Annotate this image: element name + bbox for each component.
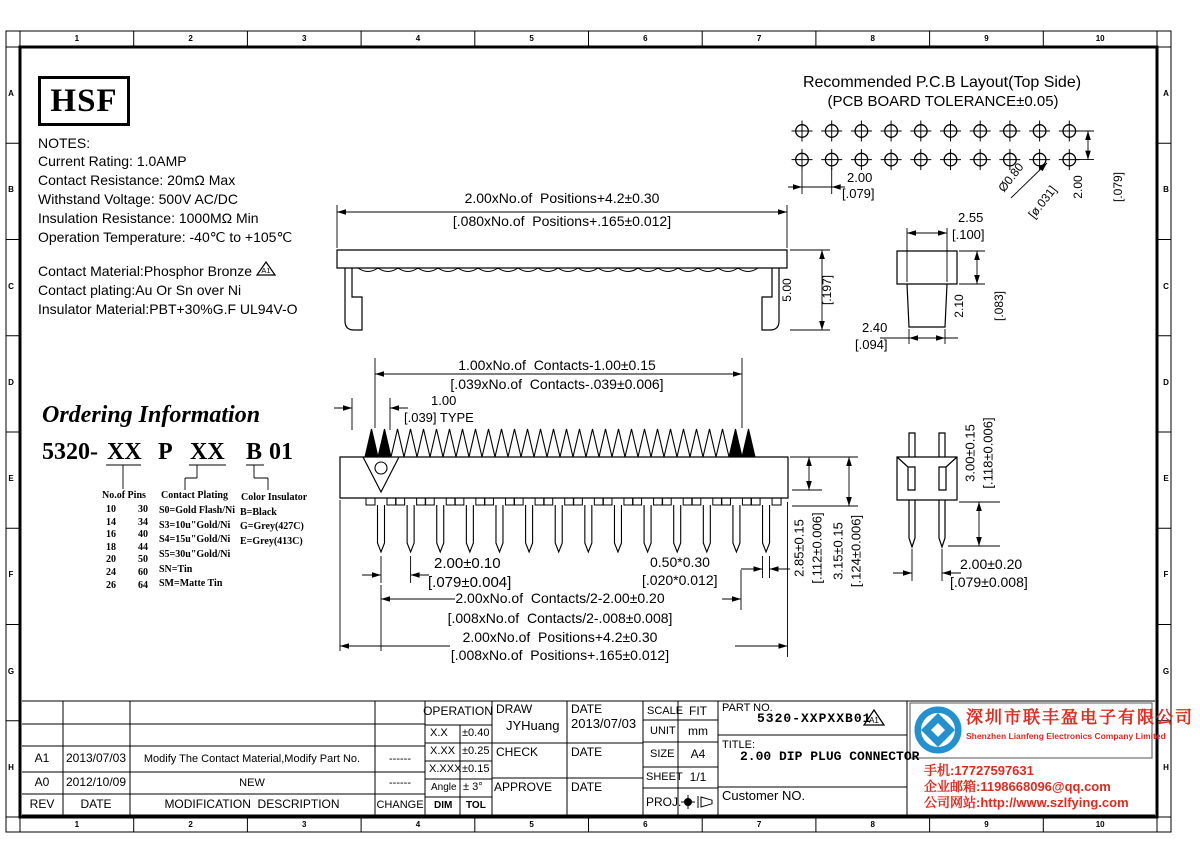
pins-row: 24 60 bbox=[106, 566, 148, 578]
notch bbox=[387, 498, 396, 505]
ruler-letter: F bbox=[8, 570, 14, 580]
polygon bbox=[846, 497, 852, 506]
dim-bodyh2-mm: 3.15±0.15 bbox=[830, 522, 846, 580]
polygon bbox=[819, 250, 825, 259]
ruler-letter: D bbox=[8, 377, 14, 387]
tol-val: TOL bbox=[466, 800, 486, 811]
polygon bbox=[378, 429, 391, 457]
polygon bbox=[390, 405, 399, 411]
polygon bbox=[729, 429, 742, 457]
notch bbox=[662, 498, 671, 505]
polygon bbox=[337, 209, 346, 215]
ruler-number: 5 bbox=[529, 820, 534, 829]
tol-val: ±0.25 bbox=[462, 745, 490, 757]
ruler-letter: D bbox=[1163, 377, 1169, 387]
notch bbox=[455, 498, 464, 505]
sheet-scale-value: FIT bbox=[689, 704, 707, 718]
polygon bbox=[846, 457, 852, 466]
polygon bbox=[974, 251, 980, 260]
polygon bbox=[372, 572, 381, 578]
dim-contacts-span-mm: 1.00xNo.of Contacts-1.00±0.15 bbox=[458, 357, 656, 373]
notch bbox=[654, 498, 663, 505]
customer-no-label: Customer NO. bbox=[722, 788, 806, 803]
ruler-number: 10 bbox=[1095, 820, 1105, 829]
path bbox=[437, 505, 444, 552]
pins-row: 14 34 bbox=[106, 516, 148, 528]
company-name-cn: 深圳市联丰盈电子有限公司 bbox=[966, 708, 1194, 727]
path bbox=[733, 505, 740, 552]
polygon bbox=[936, 335, 945, 341]
ruler-number: 6 bbox=[643, 820, 648, 829]
notch bbox=[565, 498, 574, 505]
notch bbox=[772, 498, 781, 505]
tol-dim: DIM bbox=[434, 800, 453, 811]
dim-pinlen-in: [.118±0.006] bbox=[980, 417, 996, 489]
ordering-series: 5320- bbox=[42, 439, 98, 465]
dim-latch-botwidth-mm: 2.40 bbox=[862, 320, 888, 335]
part-title-label: TITLE: bbox=[722, 739, 756, 751]
dim-latch-botwidth-in: [.094] bbox=[855, 337, 888, 352]
tol-dim: X.XX bbox=[430, 745, 456, 757]
dim-pcb-hole-in: [ø.031] bbox=[1025, 183, 1060, 222]
notch bbox=[446, 498, 455, 505]
dim-bodyh1-mm: 2.85±0.15 bbox=[791, 519, 807, 577]
notes-title: NOTES: bbox=[38, 135, 91, 151]
ruler-number: 9 bbox=[984, 34, 989, 43]
dim-pcb-row-in: [.079] bbox=[1111, 171, 1126, 203]
company-name-en: Shenzhen Lianfeng Electronics Company Limited bbox=[966, 731, 1166, 741]
polygon bbox=[806, 457, 812, 466]
plating-row: SN=Tin bbox=[159, 563, 193, 575]
part-title-value: 2.00 DIP PLUG CONNECTOR bbox=[740, 749, 920, 764]
pins-row: 10 30 bbox=[106, 504, 148, 515]
ruler-letter: C bbox=[1163, 281, 1169, 291]
path bbox=[585, 505, 592, 552]
color-row: G=Grey(427C) bbox=[240, 521, 304, 533]
component-outlines bbox=[337, 250, 957, 547]
plating-row: S5=30u"Gold/Ni bbox=[159, 549, 231, 561]
path bbox=[466, 505, 473, 552]
dim-contacts-half-mm: 2.00xNo.of Contacts/2-2.00±0.20 bbox=[455, 590, 665, 606]
sheet-size-label: SIZE bbox=[650, 748, 675, 760]
notch bbox=[425, 498, 434, 505]
path bbox=[407, 505, 414, 552]
plating-row: S4=15u"Gold/Ni bbox=[159, 534, 231, 546]
ordering-color-list bbox=[240, 507, 304, 550]
plating-row: S0=Gold Flash/Ni bbox=[159, 505, 235, 516]
ruler-letter: H bbox=[1163, 762, 1169, 772]
pin-one-marker-circle bbox=[375, 462, 387, 474]
ordering-field-type: P bbox=[158, 439, 173, 465]
ruler-number: 7 bbox=[756, 820, 762, 829]
dim-latch-height bbox=[926, 291, 1020, 321]
notch bbox=[624, 498, 633, 505]
polygon bbox=[832, 184, 841, 190]
polygon bbox=[381, 596, 390, 602]
company-phone: 手机:17727597631 bbox=[924, 763, 1034, 778]
rev-row-change: ------ bbox=[389, 753, 411, 765]
revision-triangle-icon bbox=[256, 261, 276, 277]
notch bbox=[692, 498, 701, 505]
third-angle-projection-icon bbox=[681, 794, 715, 810]
company-email: 企业邮箱:1198668096@qq.com bbox=[924, 779, 1111, 794]
rev-header-date: DATE bbox=[80, 797, 112, 811]
polygon bbox=[779, 643, 788, 649]
rev-row-date: 2013/07/03 bbox=[65, 751, 127, 765]
ruler-number: 10 bbox=[1095, 34, 1105, 43]
company-website: 公司网站:http://www.szlfying.com bbox=[924, 795, 1129, 810]
ruler-number: 2 bbox=[188, 820, 193, 829]
polygon bbox=[340, 643, 349, 649]
notch bbox=[544, 498, 553, 505]
revision-triangle-label: A1 bbox=[261, 266, 271, 275]
tol-dim: X.X bbox=[430, 727, 448, 739]
dim-pitch-in: [.039] TYPE bbox=[404, 410, 474, 425]
ordering-pins-list bbox=[106, 504, 148, 592]
polygon bbox=[819, 321, 825, 330]
color-row: E=Grey(413C) bbox=[240, 535, 303, 547]
ruler-letter: B bbox=[8, 185, 14, 195]
revision-triangle-icon bbox=[863, 709, 885, 727]
notch bbox=[573, 498, 582, 505]
path bbox=[763, 505, 770, 552]
dim-pinspan-mm: 2.00±0.20 bbox=[960, 556, 1023, 572]
notch bbox=[633, 498, 642, 505]
signoff-draw-label: DRAW bbox=[496, 702, 533, 716]
polygon bbox=[976, 502, 982, 511]
dim-bodyh2-in: [.124±0.006] bbox=[848, 514, 864, 588]
part-no-value: 5320-XXPXXB01 bbox=[757, 711, 872, 726]
tol-val: ±0.15 bbox=[462, 763, 490, 775]
polygon bbox=[411, 572, 420, 578]
notch bbox=[535, 498, 544, 505]
ordering-title: Ordering Information bbox=[42, 402, 261, 428]
ordering-plating-header: Contact Plating bbox=[161, 490, 228, 501]
notch bbox=[742, 498, 751, 505]
dim-pcb-pitch-in: [.079] bbox=[842, 186, 875, 201]
sheet-scale-label: SCALE bbox=[647, 705, 684, 717]
ruler-letter: G bbox=[1162, 666, 1170, 676]
sheet-proj-label: PROJ. bbox=[646, 795, 682, 809]
notch bbox=[683, 498, 692, 505]
ruler-number: 5 bbox=[529, 34, 534, 43]
hsf-logo-text: HSF bbox=[50, 82, 118, 119]
notch bbox=[484, 498, 493, 505]
pins-row: 26 64 bbox=[106, 579, 148, 591]
polygon bbox=[903, 570, 912, 576]
dim-contacts-half-in: [.008xNo.of Contacts/2-.008±0.008] bbox=[447, 610, 673, 626]
ruler-letter: A bbox=[8, 89, 14, 99]
path bbox=[496, 505, 503, 552]
notes-material-line: Insulator Material:PBT+30%G.F UL94V-O bbox=[38, 301, 298, 317]
signoff-draw-date: 2013/07/03 bbox=[571, 716, 637, 731]
ruler-number: 8 bbox=[870, 820, 875, 829]
dim-pinsize-in: [.020*0.012] bbox=[642, 572, 718, 588]
notch bbox=[713, 498, 722, 505]
sheet-unit-label: UNIT bbox=[650, 725, 676, 737]
ruler-letter: H bbox=[8, 762, 14, 772]
polygon bbox=[976, 537, 982, 546]
dim-pinpitch-mm: 2.00±0.10 bbox=[434, 555, 501, 572]
dim-topview-width-in: [.080xNo.of Positions+.165±0.012] bbox=[452, 213, 672, 229]
dim-latch-height-mm: 2.10 bbox=[951, 294, 966, 318]
dim-latch-topwidth-mm: 2.55 bbox=[958, 210, 984, 225]
ruler-number: 9 bbox=[984, 820, 989, 829]
ruler-number: 1 bbox=[74, 34, 80, 43]
polygon bbox=[1085, 131, 1091, 140]
rev-header-change: CHANGE bbox=[376, 799, 424, 811]
dim-positions-in: [.008xNo.of Positions+.165±0.012] bbox=[450, 647, 670, 663]
notes-material-line: Contact Material:Phosphor Bronze bbox=[38, 263, 252, 279]
ruler-letter: F bbox=[1163, 570, 1169, 580]
sheet-unit-value: mm bbox=[688, 724, 708, 738]
dim-pinsize-mm: 0.50*0.30 bbox=[650, 554, 710, 570]
dim-latch-topwidth-in: [.100] bbox=[952, 227, 985, 242]
signoff-date-label: DATE bbox=[571, 702, 603, 716]
polygon bbox=[974, 275, 980, 284]
rev-header-rev: REV bbox=[29, 797, 55, 811]
ruler-letter: A bbox=[1163, 89, 1169, 99]
path bbox=[358, 268, 758, 272]
ruler-number: 3 bbox=[302, 34, 307, 43]
pcb-layout-subtitle: (PCB BOARD TOLERANCE±0.05) bbox=[827, 93, 1059, 110]
path bbox=[378, 505, 385, 552]
path bbox=[614, 505, 621, 552]
dim-pinlen-mm: 3.00±0.15 bbox=[962, 424, 978, 482]
rev-row-desc: Modify The Contact Material,Modify Part No. bbox=[143, 753, 361, 765]
ruler-letter: G bbox=[7, 666, 15, 676]
hsf-logo-box bbox=[38, 76, 130, 126]
rev-row-change: ------ bbox=[389, 777, 411, 789]
polygon bbox=[793, 184, 802, 190]
notch bbox=[603, 498, 612, 505]
rev-row-rev: A1 bbox=[34, 751, 50, 765]
polygon bbox=[375, 371, 384, 377]
signoff-draw-name: JYHuang bbox=[506, 718, 560, 733]
ruler-letter: C bbox=[8, 281, 14, 291]
dim-topview-height bbox=[754, 275, 848, 305]
ruler-letter: E bbox=[1163, 474, 1169, 484]
notch bbox=[366, 498, 375, 505]
path bbox=[674, 505, 681, 552]
dim-pinpitch-in: [.079±0.004] bbox=[428, 574, 512, 591]
color-row: B=Black bbox=[240, 507, 277, 518]
ruler-number: 1 bbox=[74, 820, 80, 829]
tol-val: ±0.40 bbox=[462, 727, 490, 739]
tol-dim: Angle bbox=[431, 782, 457, 793]
plating-row: SM=Matte Tin bbox=[159, 578, 223, 590]
ruler-number: 2 bbox=[188, 34, 193, 43]
signoff-check-label: CHECK bbox=[496, 745, 539, 759]
polygon bbox=[806, 481, 812, 490]
polygon bbox=[733, 371, 742, 377]
dim-pitch-mm: 1.00 bbox=[431, 393, 457, 408]
notes-material-line: Contact plating:Au Or Sn over Ni bbox=[38, 282, 242, 298]
dim-positions-mm: 2.00xNo.of Positions+4.2±0.30 bbox=[462, 629, 658, 645]
notes-line: Withstand Voltage: 500V AC/DC bbox=[38, 191, 238, 207]
dim-bodyh1-in: [.112±0.006] bbox=[809, 512, 825, 584]
notch bbox=[505, 498, 514, 505]
ordering-pins-header: No.of Pins bbox=[102, 490, 146, 501]
notch bbox=[476, 498, 485, 505]
ordering-field-suffix: 01 bbox=[269, 439, 293, 465]
notch bbox=[751, 498, 760, 505]
dim-pcb-pitch-mm: 2.00 bbox=[847, 170, 873, 185]
polygon bbox=[778, 209, 787, 215]
pins-row: 16 40 bbox=[106, 529, 148, 541]
ordering-plating-list bbox=[159, 505, 235, 593]
ordering-color-header: Color Insulator bbox=[241, 492, 308, 503]
polygon bbox=[754, 566, 763, 572]
sheet-sheet-value: 1/1 bbox=[689, 770, 707, 784]
ordering-field-pins: XX bbox=[107, 439, 142, 465]
notch bbox=[594, 498, 603, 505]
plating-row: S3=10u"Gold/Ni bbox=[159, 519, 231, 531]
notes-line: Current Rating: 1.0AMP bbox=[38, 153, 187, 169]
rev-row-desc: NEW bbox=[239, 777, 265, 789]
sheet-sheet-label: SHEET bbox=[646, 771, 683, 783]
path bbox=[526, 505, 533, 552]
polygon bbox=[938, 230, 947, 236]
path bbox=[365, 429, 755, 457]
dim-contacts-span-in: [.039xNo.of Contacts-.039±0.006] bbox=[450, 376, 664, 392]
rev-header-desc: MODIFICATION DESCRIPTION bbox=[164, 797, 340, 811]
ruler-letter: E bbox=[8, 474, 14, 484]
notes-line: Contact Resistance: 20mΩ Max bbox=[38, 172, 236, 188]
ruler-letter: B bbox=[1163, 185, 1169, 195]
sheet-size-value: A4 bbox=[690, 747, 706, 761]
ruler-number: 4 bbox=[415, 820, 421, 829]
notes-line: Insulation Resistance: 1000MΩ Min bbox=[38, 210, 259, 226]
dim-pcb-row-mm: 2.00 bbox=[1070, 175, 1085, 199]
polygon bbox=[742, 429, 755, 457]
polygon bbox=[907, 230, 916, 236]
tol-dim: X.XXX bbox=[429, 763, 462, 775]
dim-pinspan-in: [.079±0.008] bbox=[950, 574, 1028, 590]
ruler-number: 6 bbox=[643, 34, 648, 43]
dim-topview-width-mm: 2.00xNo.of Positions+4.2±0.30 bbox=[464, 190, 660, 206]
rev-row-rev: A0 bbox=[34, 775, 50, 789]
path bbox=[703, 505, 710, 552]
polygon bbox=[732, 596, 741, 602]
polygon bbox=[365, 429, 378, 457]
ruler-number: 8 bbox=[870, 34, 875, 43]
signoff-approve-label: APPROVE bbox=[494, 780, 553, 794]
pins-row: 20 50 bbox=[106, 554, 148, 566]
dim-topview-height-in: [.197] bbox=[820, 274, 835, 306]
notch bbox=[396, 498, 405, 505]
ruler-number: 4 bbox=[415, 34, 421, 43]
polygon bbox=[770, 566, 779, 572]
revision-triangle-label: A1 bbox=[869, 716, 879, 725]
pins-row: 18 44 bbox=[106, 541, 148, 553]
ruler-number: 3 bbox=[302, 820, 307, 829]
polygon bbox=[343, 405, 352, 411]
dim-latch-height-in: [.083] bbox=[992, 290, 1007, 322]
path bbox=[555, 505, 562, 552]
signoff-date-label: DATE bbox=[571, 780, 603, 794]
polygon bbox=[1085, 151, 1091, 160]
dim-pcb-row bbox=[1045, 172, 1139, 202]
part-no-label: PART NO. bbox=[722, 702, 773, 714]
signoff-date-label: DATE bbox=[571, 745, 603, 759]
ordering-field-plating: XX bbox=[190, 439, 225, 465]
dim-pcb-hole-mm: Ø0.80 bbox=[995, 160, 1027, 195]
notch bbox=[417, 498, 426, 505]
polygon bbox=[909, 335, 918, 341]
ruler-number: 7 bbox=[756, 34, 762, 43]
notch bbox=[514, 498, 523, 505]
tol-val: ± 3° bbox=[463, 781, 483, 793]
notch bbox=[721, 498, 730, 505]
pcb-layout-title: Recommended P.C.B Layout(Top Side) bbox=[802, 74, 1082, 91]
notes-line: Operation Temperature: -40℃ to +105℃ bbox=[38, 229, 293, 245]
rev-row-date: 2012/10/09 bbox=[65, 775, 127, 789]
dim-topview-height-mm: 5.00 bbox=[779, 278, 794, 302]
tol-header: OPERATION bbox=[423, 704, 493, 718]
ordering-field-color: B bbox=[246, 439, 263, 465]
path bbox=[644, 505, 651, 552]
